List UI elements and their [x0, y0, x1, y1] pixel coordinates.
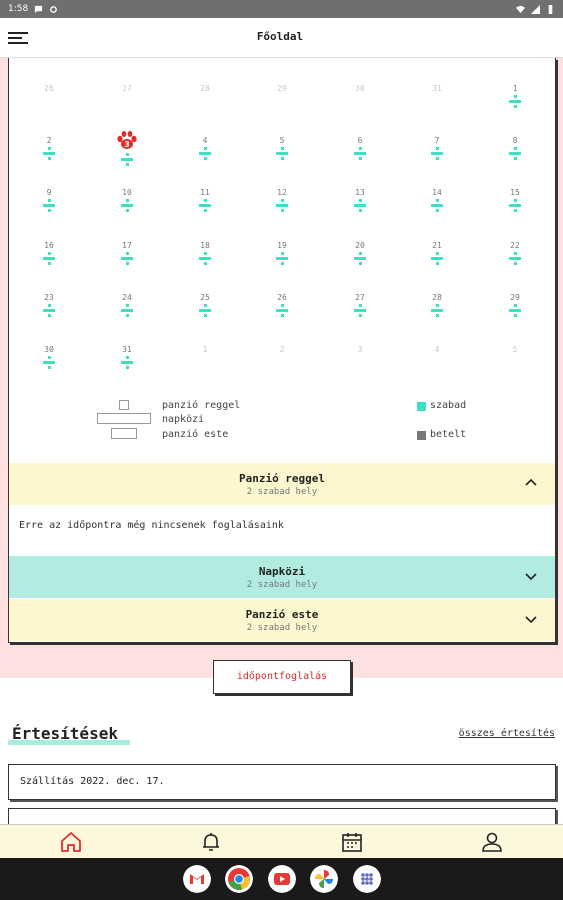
section-morning[interactable] [9, 463, 555, 505]
calendar-day[interactable] [88, 345, 166, 369]
section-title: Napközi [258, 565, 306, 578]
availability-indicator [199, 252, 211, 265]
calendar-day[interactable] [398, 241, 476, 265]
section-morning-body: Erre az időpontra még nincsenek foglalásaink [19, 520, 284, 531]
calendar-day[interactable] [321, 293, 399, 317]
status-time: 1:58 [8, 4, 29, 14]
legend-evening-label: panzió este [162, 429, 229, 440]
availability-indicator [121, 153, 133, 166]
calendar-day[interactable] [476, 84, 554, 108]
wifi-icon [516, 5, 525, 14]
availability-indicator [354, 199, 366, 212]
calendar-day-number: 28 [432, 293, 442, 302]
message-icon [34, 5, 43, 14]
availability-indicator [509, 199, 521, 212]
availability-indicator [199, 304, 211, 317]
calendar-day-number: 8 [512, 136, 518, 145]
calendar-day-number: 19 [277, 241, 287, 250]
legend-full-swatch [417, 431, 426, 440]
section-daytime[interactable] [9, 556, 555, 598]
calendar-day[interactable] [10, 241, 88, 265]
calendar-day-number: 31 [122, 345, 132, 354]
legend-morning-label: panzió reggel [162, 400, 241, 411]
calendar-day-number: 4 [434, 345, 440, 354]
calendar-day[interactable] [398, 188, 476, 212]
availability-indicator [121, 199, 133, 212]
home-icon[interactable] [60, 831, 82, 853]
calendar-day[interactable] [321, 188, 399, 212]
calendar-day[interactable] [10, 136, 88, 160]
chevron-down-icon [525, 570, 537, 582]
calendar-day [243, 345, 321, 354]
section-evening[interactable] [9, 599, 555, 641]
calendar-day[interactable] [243, 241, 321, 265]
calendar-day-number: 1 [512, 84, 518, 93]
availability-indicator [43, 199, 55, 212]
calendar-day-number: 14 [432, 188, 442, 197]
battery-icon [546, 5, 555, 14]
section-title: Panzió este [245, 608, 319, 621]
calendar-day[interactable] [166, 188, 244, 212]
legend [95, 400, 475, 450]
calendar-day [166, 345, 244, 354]
section-subtitle: 2 szabad hely [246, 580, 318, 590]
youtube-icon[interactable] [268, 865, 296, 893]
availability-indicator [354, 304, 366, 317]
calendar-day-number: 9 [46, 188, 52, 197]
calendar-day[interactable] [476, 241, 554, 265]
calendar-day-number: 15 [510, 188, 520, 197]
legend-daytime-label: napközi [162, 414, 205, 425]
calendar-day-number: 5 [512, 345, 518, 354]
legend-free-swatch [417, 402, 426, 411]
availability-indicator [509, 304, 521, 317]
calendar-day[interactable] [166, 136, 244, 160]
notification-item[interactable]: Szállítás 2022. dec. 17. [8, 764, 556, 800]
calendar-day-number: 29 [277, 84, 287, 93]
calendar-day[interactable] [10, 188, 88, 212]
calendar-day-number: 5 [279, 136, 285, 145]
calendar-day[interactable] [398, 136, 476, 160]
calendar-day[interactable] [476, 188, 554, 212]
calendar-day[interactable] [88, 293, 166, 317]
calendar-day[interactable] [88, 188, 166, 212]
calendar-day[interactable] [243, 293, 321, 317]
calendar-day-today[interactable] [88, 136, 166, 166]
page-title: Főoldal [217, 30, 343, 43]
calendar-day[interactable] [10, 293, 88, 317]
availability-indicator [199, 147, 211, 160]
section-subtitle: 2 szabad hely [246, 487, 318, 497]
availability-indicator [509, 252, 521, 265]
availability-indicator [276, 147, 288, 160]
availability-indicator [431, 252, 443, 265]
calendar-day[interactable] [88, 241, 166, 265]
signal-icon [531, 5, 540, 14]
availability-indicator [509, 95, 521, 108]
calendar-day-number: 4 [202, 136, 208, 145]
calendar-day [88, 84, 166, 93]
calendar-day[interactable] [10, 345, 88, 369]
calendar-day [321, 84, 399, 93]
calendar-day-number: 13 [355, 188, 365, 197]
availability-indicator [276, 199, 288, 212]
availability-indicator [121, 304, 133, 317]
availability-indicator [354, 252, 366, 265]
calendar-day-number: 24 [122, 293, 132, 302]
calendar-day-number: 30 [355, 84, 365, 93]
calendar-day [398, 84, 476, 93]
calendar-day [166, 84, 244, 93]
calendar-day [476, 345, 554, 354]
calendar-day-number: 21 [432, 241, 442, 250]
calendar-day-number: 31 [432, 84, 442, 93]
chrome-icon[interactable] [225, 865, 253, 893]
calendar-day-number: 20 [355, 241, 365, 250]
section-subtitle: 2 szabad hely [246, 623, 318, 633]
availability-indicator [431, 199, 443, 212]
calendar-day[interactable] [476, 293, 554, 317]
menu-icon[interactable] [8, 32, 28, 46]
calendar-day [10, 84, 88, 93]
legend-evening-swatch [111, 428, 137, 439]
calendar-day-number: 28 [200, 84, 210, 93]
calendar-day-number: 27 [122, 84, 132, 93]
legend-full-label: betelt [430, 429, 467, 440]
calendar-day-number: 25 [200, 293, 210, 302]
apps-icon[interactable] [353, 865, 381, 893]
calendar-day[interactable] [166, 293, 244, 317]
calendar-day-number: 7 [434, 136, 440, 145]
photos-icon[interactable] [310, 865, 338, 893]
calendar-day[interactable] [321, 241, 399, 265]
today-number: 3 [124, 140, 130, 149]
legend-free-label: szabad [430, 400, 467, 411]
calendar-day-number: 29 [510, 293, 520, 302]
status-bar [0, 0, 563, 18]
availability-indicator [43, 252, 55, 265]
calendar-day [243, 84, 321, 93]
availability-indicator [43, 304, 55, 317]
legend-morning-swatch [119, 400, 129, 410]
calendar-day[interactable] [243, 136, 321, 160]
calendar-day [398, 345, 476, 354]
calendar-day-number: 30 [44, 345, 54, 354]
chevron-up-icon [525, 477, 537, 489]
calendar-day-number: 17 [122, 241, 132, 250]
booking-button[interactable]: időpontfoglalás [213, 660, 351, 694]
availability-indicator [43, 356, 55, 369]
availability-indicator [276, 304, 288, 317]
all-notifications-link[interactable]: összes értesítés [458, 728, 555, 739]
gmail-icon[interactable] [183, 865, 211, 893]
system-dock [0, 858, 563, 900]
availability-indicator [431, 147, 443, 160]
calendar-day-number: 16 [44, 241, 54, 250]
availability-indicator [509, 147, 521, 160]
calendar-day-number: 2 [279, 345, 285, 354]
calendar-icon[interactable] [341, 831, 363, 853]
calendar-day-number: 18 [200, 241, 210, 250]
calendar-day[interactable] [243, 188, 321, 212]
bell-icon[interactable] [200, 831, 222, 853]
paw-icon [115, 130, 139, 154]
calendar-day[interactable] [166, 241, 244, 265]
calendar-day-number: 27 [355, 293, 365, 302]
availability-indicator [354, 147, 366, 160]
calendar-day[interactable] [321, 136, 399, 160]
calendar-day-number: 22 [510, 241, 520, 250]
calendar-day-number: 10 [122, 188, 132, 197]
chevron-down-icon [525, 613, 537, 625]
calendar-day-number: 12 [277, 188, 287, 197]
availability-indicator [43, 147, 55, 160]
user-icon[interactable] [481, 831, 503, 853]
availability-indicator [121, 252, 133, 265]
availability-indicator [121, 356, 133, 369]
bottom-nav [0, 824, 563, 858]
calendar-day-number: 3 [357, 345, 363, 354]
calendar-day[interactable] [398, 293, 476, 317]
availability-indicator [431, 304, 443, 317]
notifications-title: Értesítések [12, 724, 118, 743]
calendar-day-number: 23 [44, 293, 54, 302]
availability-indicator [276, 252, 288, 265]
legend-daytime-swatch [97, 413, 151, 424]
calendar-day-number: 26 [44, 84, 54, 93]
calendar-day-number: 11 [200, 188, 210, 197]
calendar-day-number: 2 [46, 136, 52, 145]
calendar-day-number: 26 [277, 293, 287, 302]
availability-indicator [199, 199, 211, 212]
calendar-day [321, 345, 399, 354]
app-header [0, 18, 563, 58]
section-title: Panzió reggel [238, 472, 326, 485]
calendar-day-number: 1 [202, 345, 208, 354]
calendar-day[interactable] [476, 136, 554, 160]
notification-icon [49, 5, 58, 14]
calendar-day-number: 6 [357, 136, 363, 145]
